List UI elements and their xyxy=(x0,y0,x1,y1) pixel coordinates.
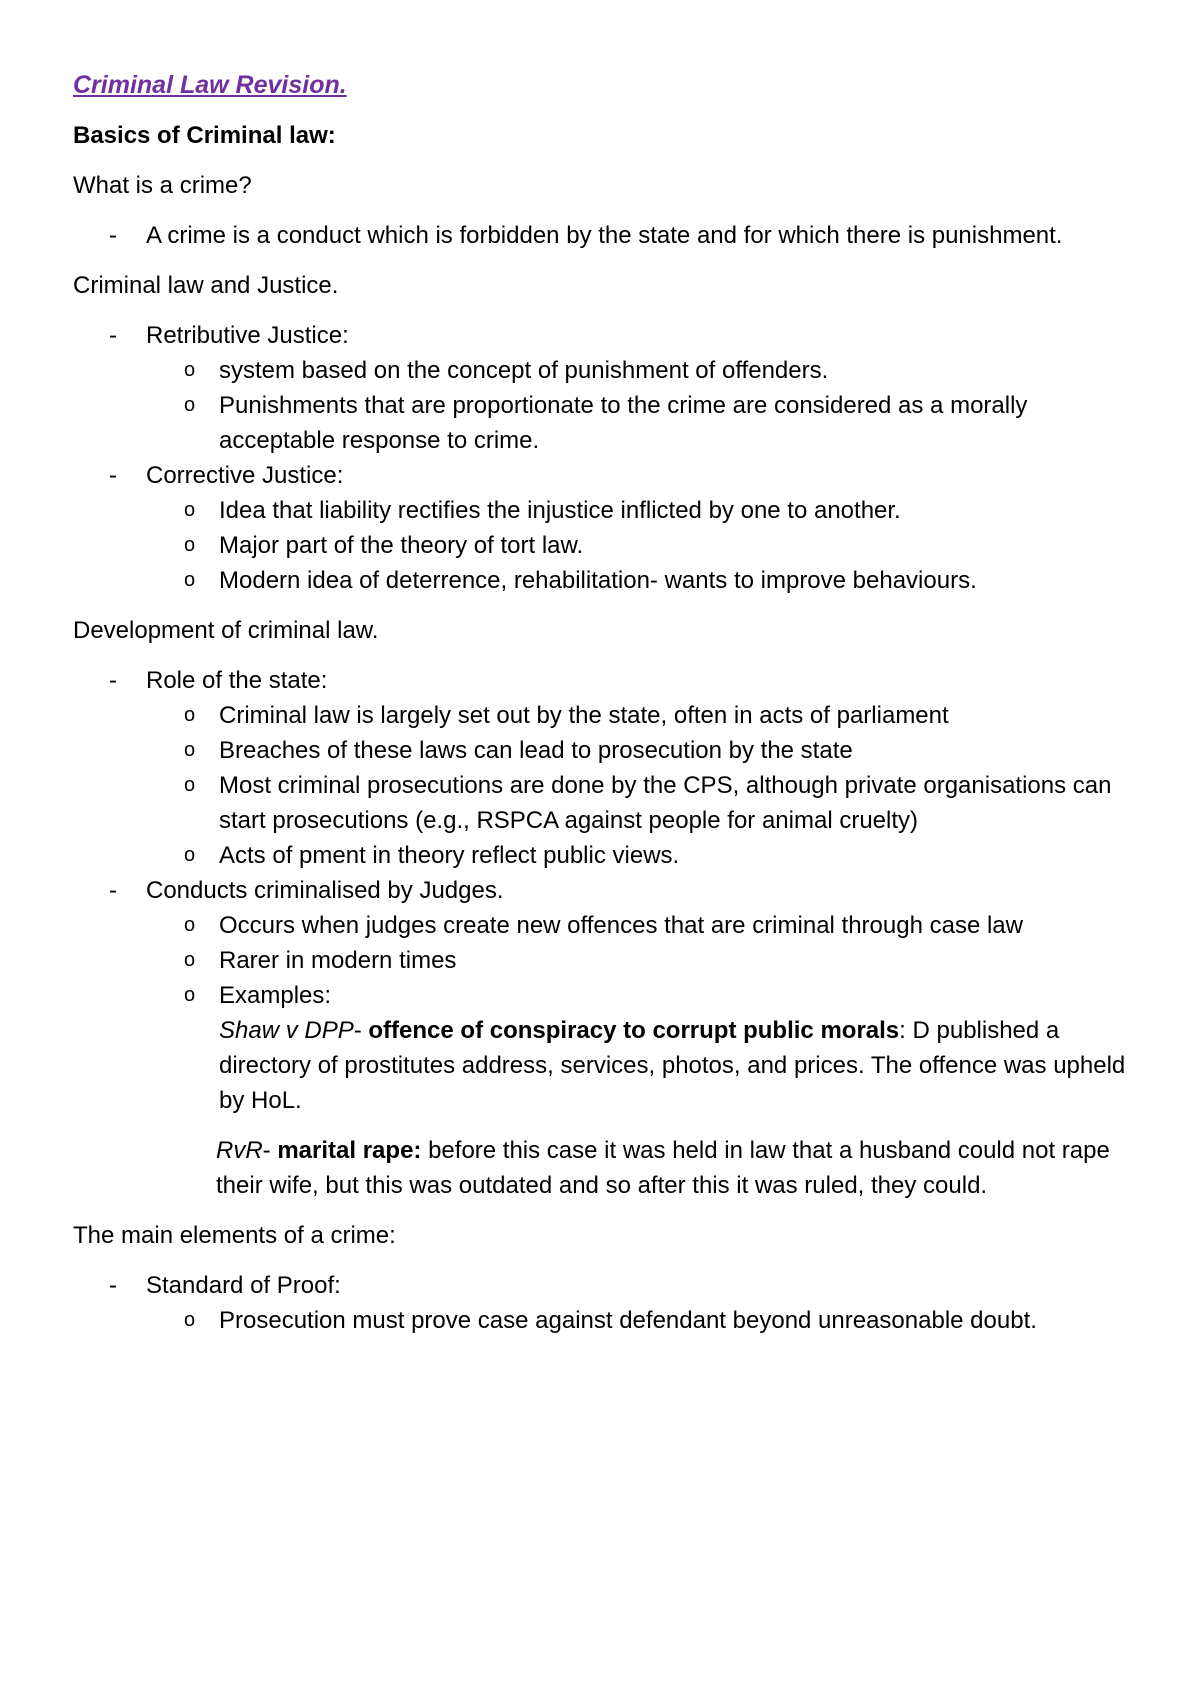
bullet-marker: o xyxy=(184,984,196,1006)
bullet-marker: o xyxy=(184,704,196,726)
document-title: Criminal Law Revision. xyxy=(73,71,347,99)
case-separator: - xyxy=(353,1017,369,1044)
development-list xyxy=(73,663,1133,1203)
dash-marker: - xyxy=(109,462,117,489)
corrective-point-text: Modern idea of deterrence, rehabilitation- wants to improve behaviours. xyxy=(219,567,977,594)
list-item xyxy=(73,318,1133,458)
list-item xyxy=(146,978,1133,1013)
judges-point-text: Examples: xyxy=(219,982,332,1009)
bullet-marker: o xyxy=(184,394,196,416)
document-page xyxy=(73,68,1133,1353)
role-state-label: Role of the state: xyxy=(146,667,328,694)
question-what-is-crime: What is a crime? xyxy=(73,172,252,199)
list-item xyxy=(73,458,1133,598)
list-item xyxy=(73,663,1133,873)
judges-points xyxy=(146,908,1133,1013)
retributive-point-text: system based on the concept of punishment of offenders. xyxy=(219,357,829,384)
bullet-marker: o xyxy=(184,534,196,556)
case-offence: marital rape: xyxy=(277,1137,422,1164)
justice-heading: Criminal law and Justice. xyxy=(73,272,339,299)
judges-point-text: Rarer in modern times xyxy=(219,947,457,974)
crime-definition-text: A crime is a conduct which is forbidden by the state and for which there is punishment. xyxy=(146,222,1063,249)
list-item xyxy=(146,698,1133,733)
case-shaw-v-dpp xyxy=(146,1013,1133,1118)
bullet-marker: o xyxy=(184,359,196,381)
retributive-points xyxy=(146,353,1133,458)
retributive-label: Retributive Justice: xyxy=(146,322,349,349)
basics-heading: Basics of Criminal law: xyxy=(73,122,336,149)
list-item xyxy=(146,563,1133,598)
list-item xyxy=(146,768,1133,838)
role-state-point-text: Breaches of these laws can lead to prosecution by the state xyxy=(219,737,853,764)
standard-proof-points xyxy=(146,1303,1133,1338)
judges-label: Conducts criminalised by Judges. xyxy=(146,877,504,904)
role-state-point-text: Most criminal prosecutions are done by the CPS, although private organisations can start prosecutions (e.g., RSPCA against people for animal cruelty) xyxy=(219,772,1112,834)
list-item xyxy=(146,908,1133,943)
corrective-label: Corrective Justice: xyxy=(146,462,344,489)
bullet-marker: o xyxy=(184,774,196,796)
case-name: RvR xyxy=(216,1137,263,1164)
corrective-point-text: Major part of the theory of tort law. xyxy=(219,532,584,559)
list-item xyxy=(146,388,1133,458)
bullet-marker: o xyxy=(184,739,196,761)
corrective-points xyxy=(146,493,1133,598)
case-separator: - xyxy=(262,1137,278,1164)
list-item xyxy=(146,528,1133,563)
list-item xyxy=(73,1268,1133,1338)
case-r-v-r xyxy=(146,1133,1133,1203)
list-item xyxy=(146,943,1133,978)
list-item xyxy=(73,873,1133,1203)
retributive-point-text: Punishments that are proportionate to the crime are considered as a morally acceptable response to crime. xyxy=(219,392,1028,454)
elements-heading: The main elements of a crime: xyxy=(73,1222,396,1249)
judges-point-text: Occurs when judges create new offences that are criminal through case law xyxy=(219,912,1023,939)
bullet-marker: o xyxy=(184,914,196,936)
case-description: : D published a directory of prostitutes address, services, photos, and prices. The offence was upheld by HoL. xyxy=(219,1017,1126,1114)
elements-list xyxy=(73,1268,1133,1338)
development-heading: Development of criminal law. xyxy=(73,617,379,644)
dash-marker: - xyxy=(109,222,117,249)
list-item xyxy=(146,353,1133,388)
bullet-marker: o xyxy=(184,1309,196,1331)
list-item xyxy=(146,733,1133,768)
role-state-point-text: Criminal law is largely set out by the state, often in acts of parliament xyxy=(219,702,949,729)
case-description: before this case it was held in law that a husband could not rape their wife, but this was outdated and so after this it was ruled, they could. xyxy=(216,1137,1110,1199)
justice-list xyxy=(73,318,1133,598)
standard-proof-point-text: Prosecution must prove case against defendant beyond unreasonable doubt. xyxy=(219,1307,1037,1334)
bullet-marker: o xyxy=(184,499,196,521)
list-item xyxy=(146,838,1133,873)
corrective-point-text: Idea that liability rectifies the injustice inflicted by one to another. xyxy=(219,497,901,524)
role-state-point-text: Acts of pment in theory reflect public views. xyxy=(219,842,680,869)
list-item xyxy=(146,493,1133,528)
bullet-marker: o xyxy=(184,569,196,591)
standard-proof-label: Standard of Proof: xyxy=(146,1272,341,1299)
bullet-marker: o xyxy=(184,844,196,866)
dash-marker: - xyxy=(109,877,117,904)
role-state-points xyxy=(146,698,1133,873)
case-offence: offence of conspiracy to corrupt public morals xyxy=(368,1017,900,1044)
list-item xyxy=(73,218,1133,253)
crime-definition-list xyxy=(73,218,1133,253)
list-item xyxy=(146,1303,1133,1338)
dash-marker: - xyxy=(109,1272,117,1299)
bullet-marker: o xyxy=(184,949,196,971)
case-name: Shaw v DPP xyxy=(219,1017,354,1044)
dash-marker: - xyxy=(109,322,117,349)
dash-marker: - xyxy=(109,667,117,694)
